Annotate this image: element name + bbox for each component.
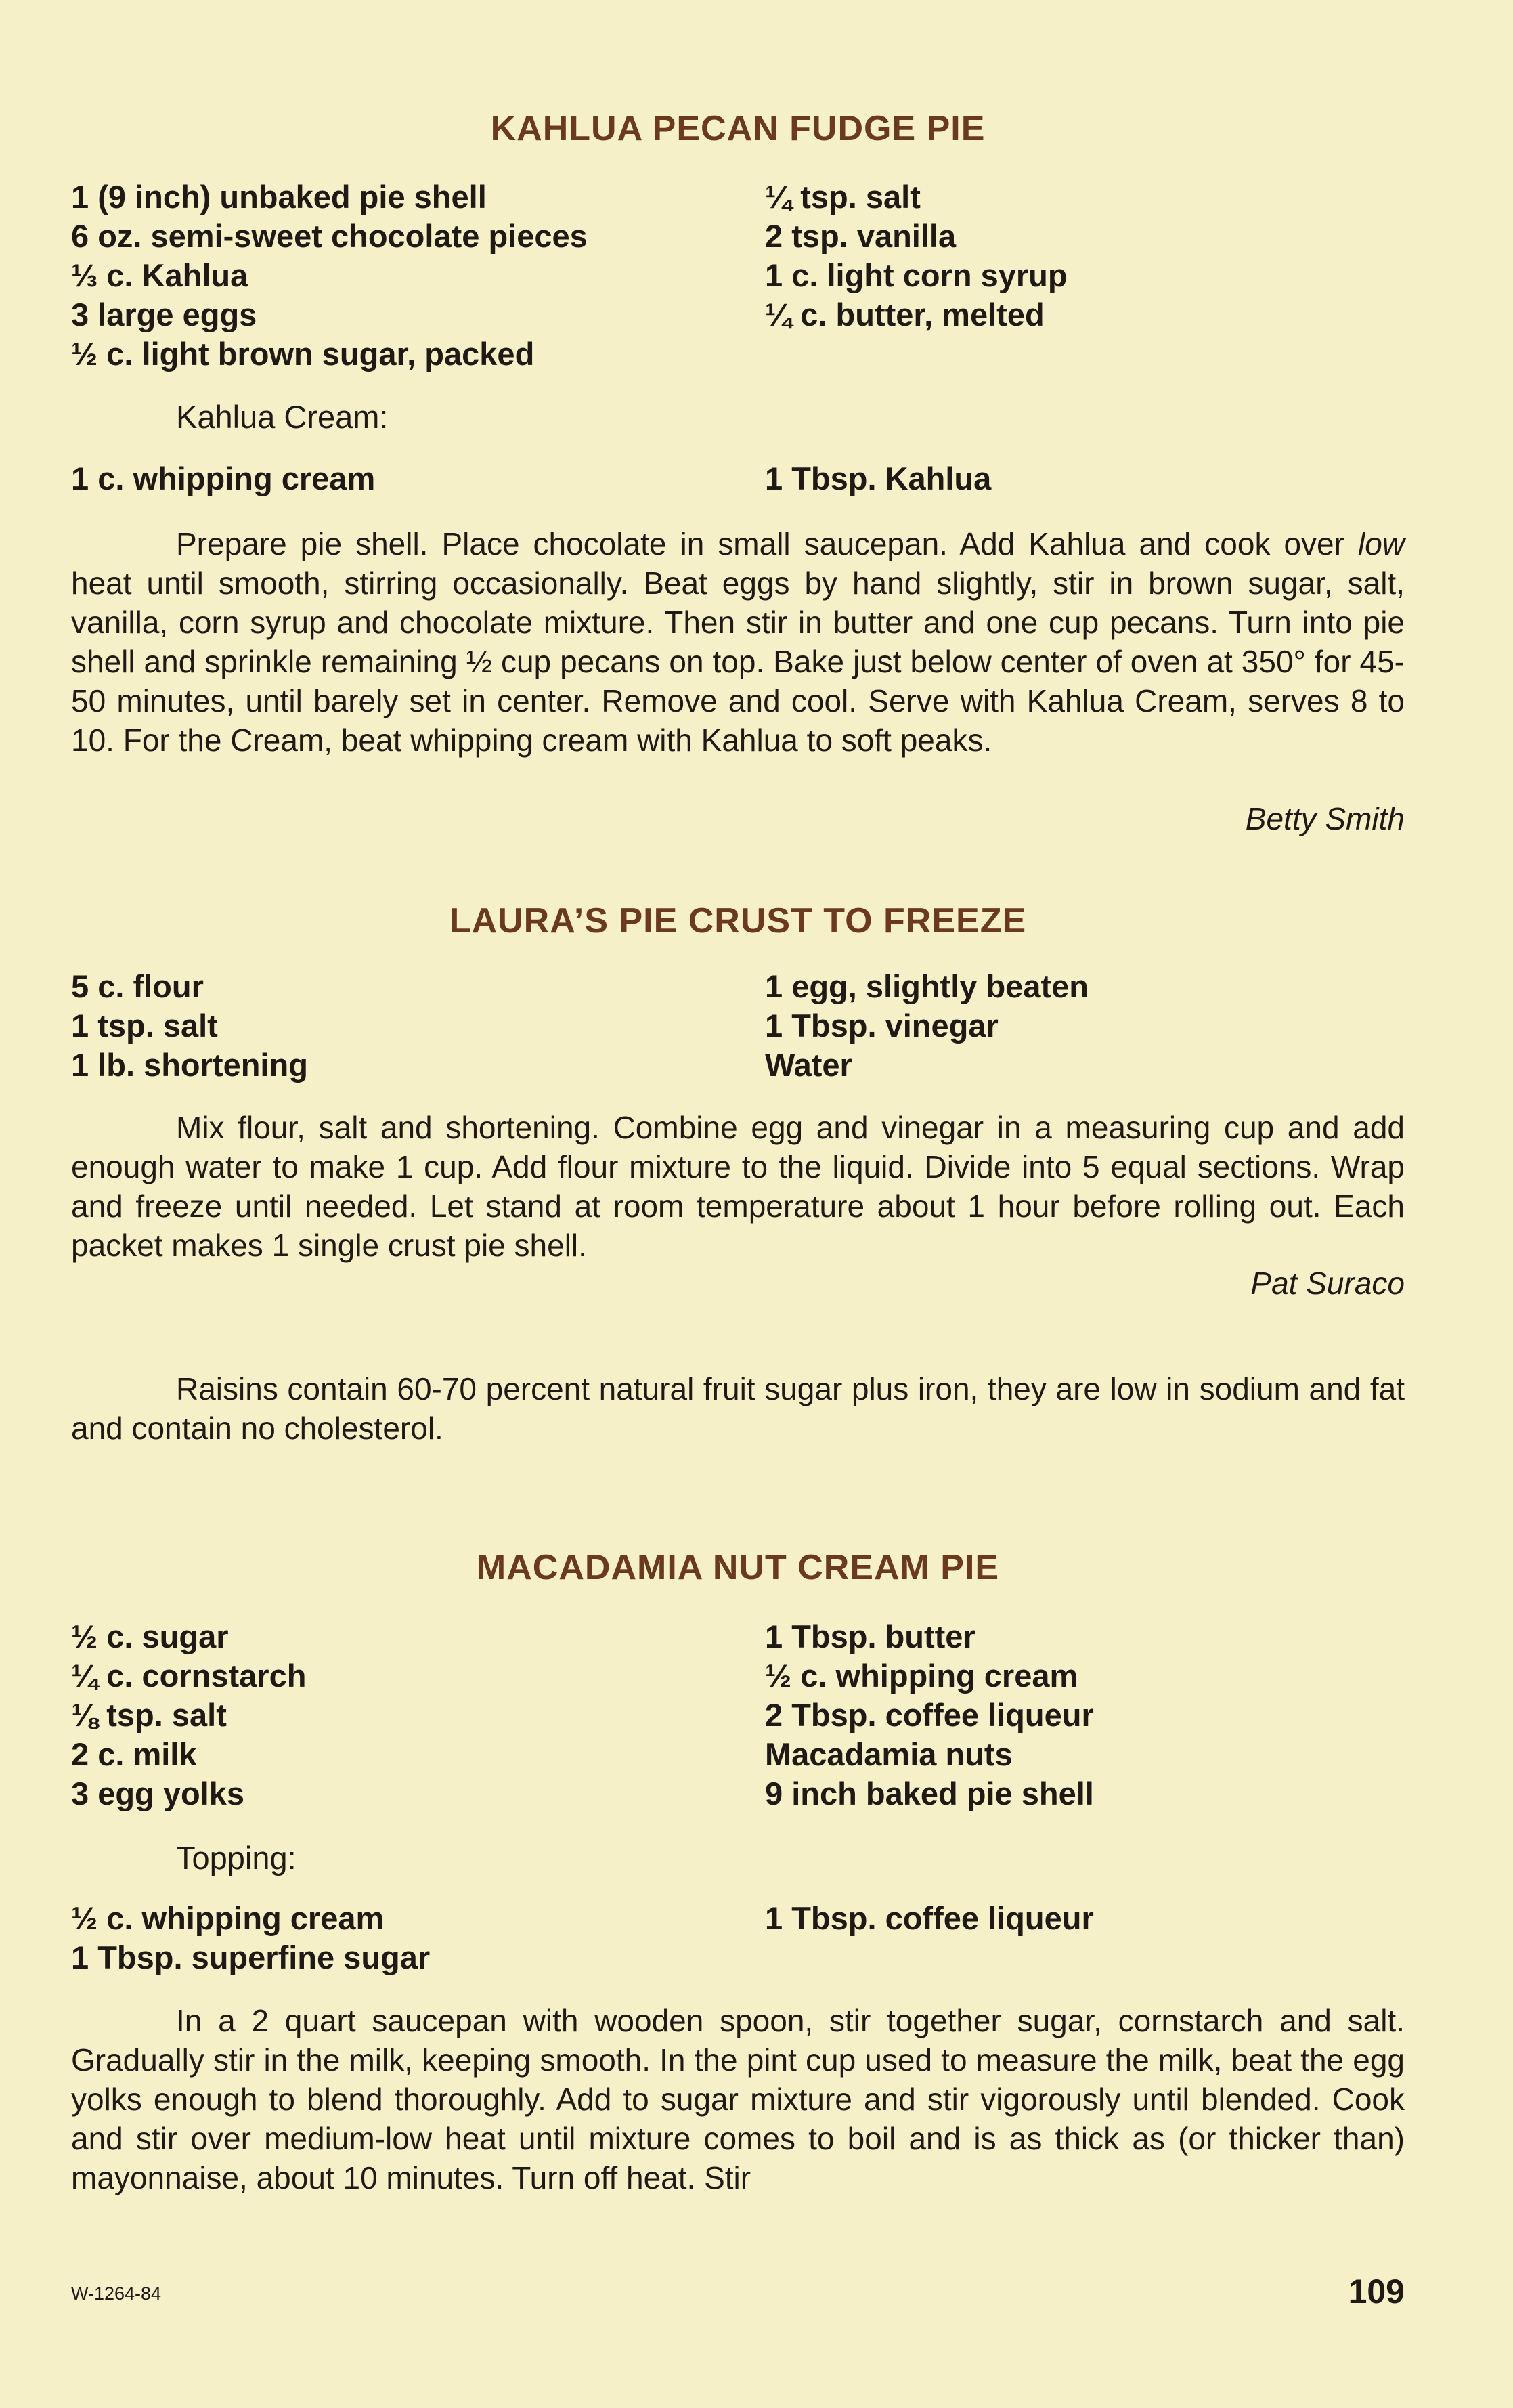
recipe3-ingredients-right — [765, 1617, 1094, 1813]
ingredient: ½ c. sugar — [71, 1618, 229, 1654]
recipe2-ingredients-right — [765, 967, 1089, 1085]
ingredient: 5 c. flour — [71, 968, 204, 1004]
recipe3-topping-ingredients-left — [71, 1899, 430, 1977]
recipe3-instructions: In a 2 quart saucepan with wooden spoon, stir together sugar, cornstarch and salt. Gradually stir in the milk, keeping smooth. In the pint cup used to measure the milk, beat the egg yolks enough to blend thoroughly. Add to sugar mixture and stir vigorously until blended. Cook and stir over medium-low heat until mixture comes to boil and is as thick as (or thicker than) mayonnaise, about 10 minutes. Turn off heat. Stir — [71, 2003, 1405, 2195]
recipe1-instructions — [71, 524, 1405, 760]
ingredient: ¼ tsp. salt — [765, 179, 921, 215]
recipe2-ingredients-left — [71, 967, 308, 1085]
ingredient: 1 c. light corn syrup — [765, 257, 1068, 293]
ingredient: ⅓ c. Kahlua — [71, 257, 248, 293]
ingredient: 2 tsp. vanilla — [765, 218, 957, 254]
instructions-text: heat until smooth, stirring occasionally. Beat eggs by hand slightly, stir in brown sugar, salt, vanilla, corn syrup and chocolate mixture. Then stir in butter and one cup pecans. Turn into pie shell and sprinkle remaining ½ cup pecans on top. Bake just below center of oven at 350° for 45-50 minutes, until barely set in center. Remove and cool. Serve with Kahlua Cream, serves 8 to 10. For the Cream, beat whipping cream with Kahlua to soft peaks. — [71, 565, 1405, 758]
ingredient: 3 large eggs — [71, 297, 257, 332]
ingredient: Water — [765, 1047, 852, 1083]
ingredient: ½ c. light brown sugar, packed — [71, 336, 535, 372]
ingredient: Macadamia nuts — [765, 1736, 1013, 1772]
recipe-title-kahlua-pecan-fudge-pie: KAHLUA PECAN FUDGE PIE — [490, 109, 986, 148]
recipe2-author: Pat Suraco — [1250, 1266, 1405, 1301]
recipe1-cream-ingredients-left — [71, 459, 375, 498]
ingredient: ⅛ tsp. salt — [71, 1697, 227, 1733]
recipe1-ingredients-right — [765, 177, 1068, 335]
instructions-emphasis: low — [1357, 526, 1405, 561]
recipe1-author: Betty Smith — [1245, 801, 1405, 836]
recipe3-topping-ingredients-right — [765, 1899, 1094, 1938]
ingredient: 1 lb. shortening — [71, 1047, 308, 1083]
ingredient: 1 (9 inch) unbaked pie shell — [71, 179, 487, 215]
ingredient: ½ c. whipping cream — [71, 1900, 385, 1936]
raisins-tip: Raisins contain 60-70 percent natural fruit sugar plus iron, they are low in sodium and fat and contain no cholesterol. — [71, 1371, 1405, 1446]
ingredient: 9 inch baked pie shell — [765, 1776, 1094, 1811]
recipe-title-lauras-pie-crust: LAURA’S PIE CRUST TO FREEZE — [449, 901, 1027, 941]
ingredient: 2 c. milk — [71, 1736, 197, 1772]
ingredient: 1 c. whipping cream — [71, 460, 376, 496]
ingredient: 1 Tbsp. superfine sugar — [71, 1939, 431, 1975]
recipe2-instructions: Mix flour, salt and shortening. Combine egg and vinegar in a measuring cup and add enough water to make 1 cup. Add flour mixture to the liquid. Divide into 5 equal sections. Wrap and freeze until needed. Let stand at room temperature about 1 hour before rolling out. Each packet makes 1 single crust pie shell. — [71, 1110, 1405, 1263]
recipe3-ingredients-left — [71, 1617, 306, 1813]
page-number: 109 — [1348, 2273, 1405, 2310]
recipe1-ingredients-left — [71, 177, 588, 374]
ingredient: ½ c. whipping cream — [765, 1658, 1078, 1694]
ingredient: ¼ c. cornstarch — [71, 1658, 307, 1694]
recipe1-cream-ingredients-right — [765, 459, 991, 498]
ingredient: 1 Tbsp. butter — [765, 1618, 975, 1654]
recipe-title-macadamia-nut-cream-pie: MACADAMIA NUT CREAM PIE — [476, 1548, 1000, 1587]
recipe3-sub-heading: Topping: — [176, 1840, 297, 1876]
ingredient: 3 egg yolks — [71, 1776, 244, 1811]
ingredient: 1 Tbsp. vinegar — [765, 1008, 999, 1044]
footer-code: W-1264-84 — [71, 2283, 162, 2304]
ingredient: 6 oz. semi-sweet chocolate pieces — [71, 218, 588, 254]
instructions-text: Prepare pie shell. Place chocolate in small saucepan. Add Kahlua and cook over — [176, 526, 1358, 561]
ingredient: 2 Tbsp. coffee liqueur — [765, 1697, 1094, 1733]
ingredient: 1 Tbsp. coffee liqueur — [765, 1900, 1094, 1936]
recipe1-sub-heading: Kahlua Cream: — [176, 399, 389, 435]
ingredient: ¼ c. butter, melted — [765, 297, 1045, 332]
ingredient: 1 tsp. salt — [71, 1008, 218, 1044]
ingredient: 1 Tbsp. Kahlua — [765, 460, 992, 496]
ingredient: 1 egg, slightly beaten — [765, 968, 1089, 1004]
